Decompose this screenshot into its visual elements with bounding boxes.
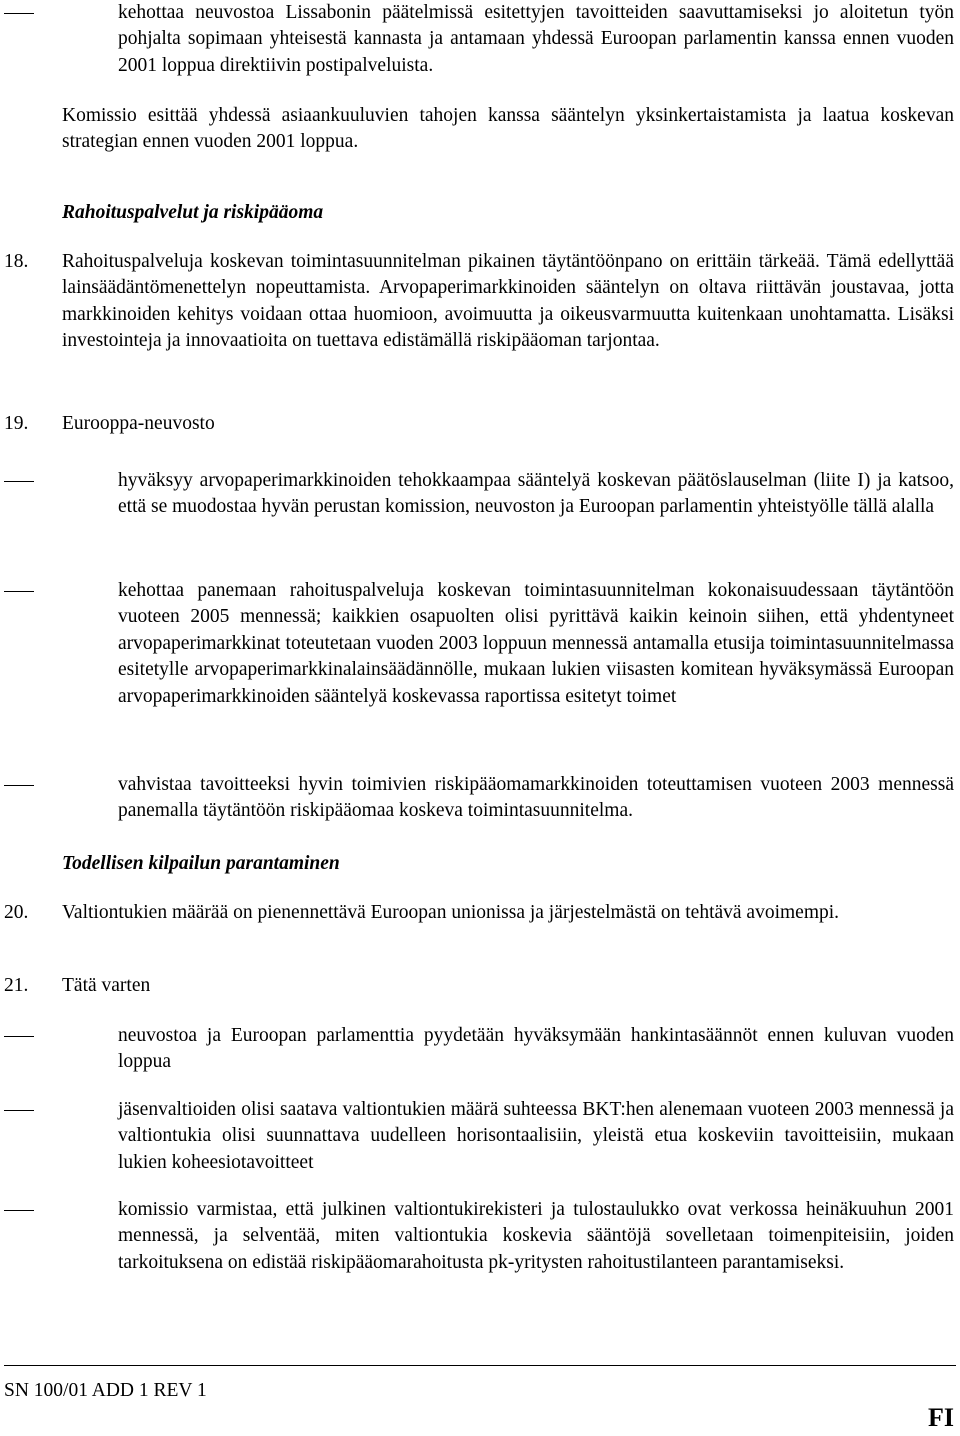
- document-id: SN 100/01 ADD 1 REV 1: [4, 1380, 207, 1401]
- paragraph-21-intro: Tätä varten: [62, 975, 151, 996]
- bullet-text: vahvistaa tavoitteeksi hyvin toimivien riskipääomamarkkinoiden toteuttamisen vuoteen 2003 mennessä panemalla täytäntöön riskipääomaa koskeva toimintasuunnitelma.: [118, 774, 954, 822]
- bullet-dash: [4, 591, 34, 592]
- bullet-text: komissio varmistaa, että julkinen valtiontukirekisteri ja tulostaulukko ovat verkossa heinäkuuhun 2001 mennessä, ja selventää, miten valtiontukia koskevia sääntöjä sovelletaan toimenpiteisiin, joiden tarkoituksena on edistää riskipääomarahoitusta pk-yritysten rahoitustilanteen parantamiseksi.: [118, 1199, 954, 1273]
- bullet-dash: [4, 785, 34, 786]
- section-heading-finance: Rahoituspalvelut ja riskipääoma: [62, 202, 324, 223]
- bullet-dash: [4, 481, 34, 482]
- paragraph-number: 18.: [4, 251, 29, 272]
- paragraph-commission: Komissio esittää yhdessä asiaankuuluvien tahojen kanssa sääntelyn yksinkertaistamista ja laatua koskevan strategian ennen vuoden 2001 loppua.: [62, 105, 954, 153]
- bullet-dash: [4, 13, 34, 14]
- bullet-dash: [4, 1210, 34, 1211]
- bullet-text: jäsenvaltioiden olisi saatava valtiontukien määrä suhteessa BKT:hen alenemaan vuoteen 2003 mennessä ja valtiontukia olisi suunnattava uudelleen horisontaalisiin, yleistä etua koskeviin tavoitteisiin, mukaan lukien koheesiotavoitteet: [118, 1099, 954, 1173]
- bullet-text: hyväksyy arvopaperimarkkinoiden tehokkaampaa sääntelyä koskevan päätöslauselman (liite I) ja katsoo, että se muodostaa hyvän perustan komission, neuvoston ja Euroopan parlamentin yhteistyölle tällä alalla: [118, 470, 954, 518]
- paragraph-20: Valtiontukien määrää on pienennettävä Euroopan unionissa ja järjestelmästä on tehtävä avoimempi.: [62, 902, 840, 923]
- bullet-text: kehottaa panemaan rahoituspalveluja koskevan toimintasuunnitelman kokonaisuudessaan täytäntöön vuoteen 2005 mennessä; kaikkien osapuolten olisi pyrittävä kaikin keinoin siihen, että yhdentyneet arvopaperimarkkinat toteutetaan vuoden 2003 loppuun mennessä antamalla etusija toimintasuunnitelmassa esitetylle arvopaperimarkkinalainsäädännölle, mukaan lukien viisasten komitean hyväksymässä Euroopan arvopaperimarkkinoiden sääntelyä koskevassa raportissa esitetyt toimet: [118, 580, 954, 707]
- section-heading-competition: Todellisen kilpailun parantaminen: [62, 853, 340, 874]
- language-code: FI: [928, 1403, 954, 1432]
- paragraph-18: Rahoituspalveluja koskevan toimintasuunnitelman pikainen täytäntöönpano on erittäin tärkeää. Tämä edellyttää lainsäädäntömenettelyn nopeuttamista. Arvopaperimarkkinoiden sääntelyn on oltava riittävän joustavaa, jotta markkinoiden kehitys voidaan ottaa huomioon, avoimuutta ja oikeusvarmuutta kuitenkaan unohtamatta. Lisäksi investointeja ja innovaatioita on tuettava edistämällä riskipääoman tarjontaa.: [62, 251, 954, 352]
- bullet-text: neuvostoa ja Euroopan parlamenttia pyydetään hyväksymään hankintasäännöt ennen kuluvan vuoden loppua: [118, 1025, 954, 1073]
- paragraph-number: 19.: [4, 413, 29, 434]
- footer-rule: [4, 1365, 956, 1366]
- bullet-dash: [4, 1036, 34, 1037]
- bullet-dash: [4, 1110, 34, 1111]
- bullet-text: kehottaa neuvostoa Lissabonin päätelmissä esitettyjen tavoitteiden saavuttamiseksi jo aloitetun työn pohjalta sopimaan yhteisestä kannasta ja antamaan yhdessä Euroopan parlamentin kanssa ennen vuoden 2001 loppua direktiivin postipalveluista.: [118, 2, 954, 76]
- paragraph-19-intro: Eurooppa-neuvosto: [62, 413, 215, 434]
- paragraph-number: 20.: [4, 902, 29, 923]
- paragraph-number: 21.: [4, 975, 29, 996]
